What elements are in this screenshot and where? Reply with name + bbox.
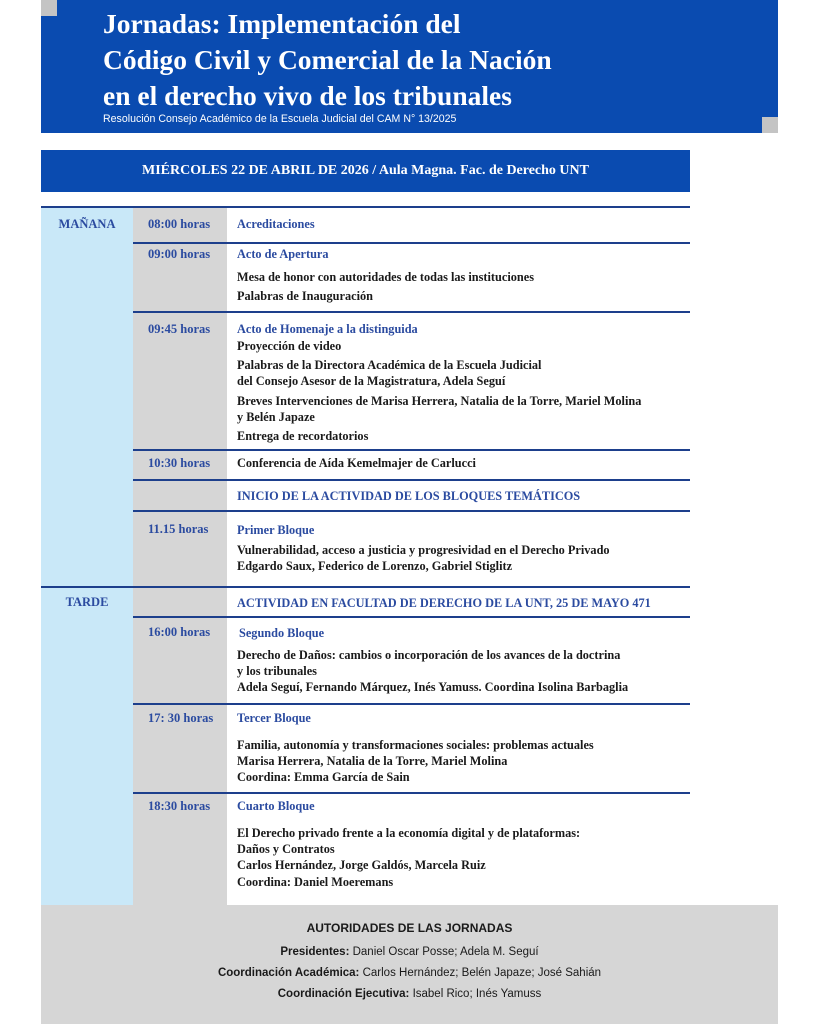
time-conferencia: 10:30 horas	[148, 456, 211, 470]
footer-label: Coordinación Ejecutiva:	[277, 988, 410, 1000]
session-label-afternoon: TARDE	[65, 595, 109, 609]
row-divider	[133, 703, 690, 705]
row-divider	[133, 792, 690, 794]
item-line: y Belén Japaze	[237, 409, 315, 424]
item-line: Vulnerabilidad, acceso a justicia y progresividad en el Derecho Privado	[237, 543, 610, 557]
item-line: Breves Intervenciones de Marisa Herrera, Natalia de la Torre, Mariel Molina	[237, 393, 642, 408]
item-title: Acto de Apertura	[237, 247, 329, 261]
section-heading-text: INICIO DE LA ACTIVIDAD DE LOS BLOQUES TEMÁTICOS	[237, 489, 581, 503]
footer-executive	[41, 986, 778, 1002]
row-divider	[41, 206, 690, 208]
time-tercer-bloque: 17: 30 horas	[148, 711, 214, 725]
time-cuarto-bloque: 18:30 horas	[148, 799, 211, 813]
item-line: Palabras de la Directora Académica de la Escuela Judicial	[237, 358, 542, 373]
title-line-2: Código Civil y Comercial de la Nación	[103, 44, 552, 75]
item-line: Edgardo Saux, Federico de Lorenzo, Gabriel Stiglitz	[237, 559, 513, 574]
footer-label: Coordinación Académica:	[217, 967, 360, 979]
item-line: Familia, autonomía y transformaciones sociales: problemas actuales	[237, 738, 594, 752]
footer-title: AUTORIDADES DE LAS JORNADAS	[306, 921, 513, 935]
item-title: Primer Bloque	[237, 523, 315, 537]
item-line: Mesa de honor con autoridades de todas las instituciones	[237, 270, 534, 284]
section-heading-bloques	[237, 488, 692, 505]
item-tercer-bloque	[237, 710, 692, 786]
item-title: Cuarto Bloque	[237, 799, 315, 813]
row-divider	[133, 242, 690, 244]
item-segundo-bloque-body	[237, 647, 692, 696]
item-line: Derecho de Daños: cambios o incorporación de los avances de la doctrina	[237, 648, 621, 662]
item-line: Adela Seguí, Fernando Márquez, Inés Yamuss. Coordina Isolina Barbaglia	[237, 680, 629, 695]
item-primer-bloque	[237, 522, 692, 574]
item-cuarto-bloque	[237, 798, 692, 890]
row-divider	[133, 510, 690, 512]
row-divider	[133, 616, 690, 618]
item-line: Coordina: Daniel Moeremans	[237, 874, 394, 889]
item-homenaje	[237, 321, 692, 444]
item-conferencia	[237, 455, 692, 471]
item-line: Daños y Contratos	[237, 842, 335, 857]
footer-value: Carlos Hernández; Belén Japaze; José Sahián	[359, 967, 602, 979]
item-title: Segundo Bloque	[239, 626, 325, 640]
item-line: y los tribunales	[237, 664, 317, 679]
row-divider	[41, 586, 690, 588]
row-divider	[133, 479, 690, 481]
title-line-1: Jornadas: Implementación del	[103, 8, 461, 39]
item-line: Carlos Hernández, Jorge Galdós, Marcela Ruiz	[237, 858, 486, 873]
item-line: Palabras de Inauguración	[237, 289, 373, 304]
item-title: Conferencia de Aída Kemelmajer de Carlucci	[237, 456, 476, 470]
footer-value: Daniel Oscar Posse; Adela M. Seguí	[349, 946, 539, 958]
item-apertura	[237, 246, 692, 304]
time-homenaje: 09:45 horas	[148, 322, 211, 336]
time-apertura: 09:00 horas	[148, 247, 211, 261]
footer-presidents	[41, 944, 778, 960]
section-heading-tarde	[237, 595, 692, 612]
item-line: Marisa Herrera, Natalia de la Torre, Mariel Molina	[237, 754, 508, 769]
item-acreditaciones	[237, 216, 692, 233]
header-banner	[41, 0, 778, 133]
time-acreditaciones: 08:00 horas	[148, 217, 211, 231]
time-primer-bloque: 11.15 horas	[148, 522, 209, 536]
session-column	[41, 206, 133, 905]
item-title: Acto de Homenaje a la distinguida	[237, 322, 418, 336]
row-divider	[133, 311, 690, 313]
footer-label: Presidentes:	[280, 946, 350, 958]
footer-value: Isabel Rico; Inés Yamuss	[409, 988, 542, 1000]
row-divider	[133, 449, 690, 451]
corner-square-decoration	[762, 117, 778, 133]
item-line: Proyección de video	[237, 339, 342, 353]
date-venue-banner: MIÉRCOLES 22 DE ABRIL DE 2026 / Aula Magna. Fac. de Derecho UNT	[41, 150, 690, 192]
time-segundo-bloque: 16:00 horas	[148, 625, 211, 639]
item-segundo-bloque	[239, 625, 694, 642]
title-line-3: en el derecho vivo de los tribunales	[103, 80, 512, 111]
session-label-morning: MAÑANA	[58, 217, 116, 231]
authorities-footer	[41, 905, 778, 1024]
item-line: El Derecho privado frente a la economía digital y de plataformas:	[237, 826, 581, 840]
item-line: del Consejo Asesor de la Magistratura, Adela Seguí	[237, 374, 506, 389]
item-title: Acreditaciones	[237, 217, 315, 231]
item-line: Coordina: Emma García de Sain	[237, 770, 410, 785]
page-title	[103, 6, 552, 114]
item-title: Tercer Bloque	[237, 711, 311, 725]
footer-academic	[41, 965, 778, 981]
corner-square-decoration	[41, 0, 57, 16]
section-heading-text: ACTIVIDAD EN FACULTAD DE DERECHO DE LA UNT, 25 DE MAYO 471	[237, 596, 651, 610]
item-line: Entrega de recordatorios	[237, 429, 369, 444]
resolution-note: Resolución Consejo Académico de la Escuela Judicial del CAM N° 13/2025	[103, 113, 457, 125]
